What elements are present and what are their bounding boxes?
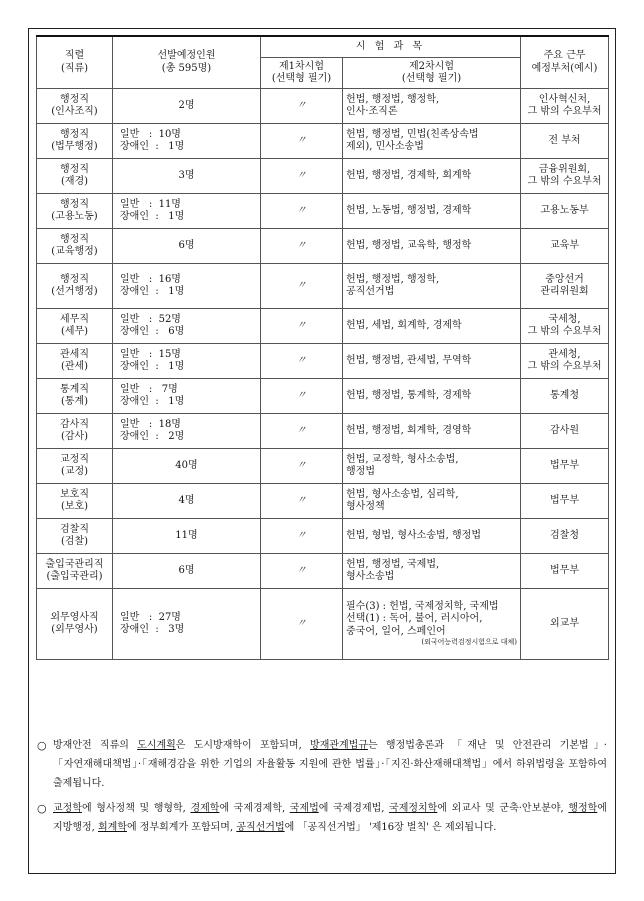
cell-exam1-same-mark: 〃 — [261, 264, 343, 309]
cell-dept: 중앙선거 관리위원회 — [521, 264, 609, 309]
note-text — [53, 799, 607, 837]
cell-title: 교정직 (교정) — [37, 449, 113, 484]
cell-title: 보호직 (보호) — [37, 484, 113, 519]
cell-title: 외무영사직 (외무영사) — [37, 589, 113, 660]
cell-title: 행정직 (재경) — [37, 159, 113, 194]
header-exam2: 제2차시험 (선택형 필기) — [343, 58, 521, 89]
cell-title: 행정직 (법무행정) — [37, 124, 113, 159]
table-row — [37, 159, 609, 194]
cell-exam1-same-mark: 〃 — [261, 229, 343, 264]
bullet-circle-icon: ○ — [37, 739, 47, 752]
cell-exam2-subjects: 헌법, 행정법, 교육학, 행정학 — [343, 229, 521, 264]
cell-exam2-subjects: 필수(3) : 헌법, 국제정치학, 국제법 선택(1) : 독어, 불어, 러시아어, 중국어, 일어, 스페인어 (외국어능력검정시험으로 대체) — [343, 589, 521, 660]
cell-dept: 인사혁신처, 그 밖의 수요부처 — [521, 89, 609, 124]
note-text-part: 방재안전 직류의 — [53, 740, 138, 751]
underlined-term: 방재관계법규 — [310, 740, 368, 751]
note-text-part: 에 국제경제법, — [318, 803, 390, 814]
cell-quota: 4명 — [113, 484, 261, 519]
cell-title: 검찰직 (검찰) — [37, 519, 113, 554]
table-row — [37, 309, 609, 344]
cell-exam1-same-mark: 〃 — [261, 519, 343, 554]
cell-exam1-same-mark: 〃 — [261, 89, 343, 124]
cell-exam1-same-mark: 〃 — [261, 554, 343, 589]
cell-exam1-same-mark: 〃 — [261, 414, 343, 449]
cell-exam2-subjects: 헌법, 교정학, 형사소송법, 행정법 — [343, 449, 521, 484]
cell-title: 행정직 (인사조직) — [37, 89, 113, 124]
cell-exam2-subjects: 헌법, 세법, 회계학, 경제학 — [343, 309, 521, 344]
cell-title: 행정직 (선거행정) — [37, 264, 113, 309]
cell-title: 행정직 (교육행정) — [37, 229, 113, 264]
note-text-part: 은 도시방재학이 포함되며, — [175, 740, 311, 751]
cell-exam2-subjects: 헌법, 행정법, 행정학, 공직선거법 — [343, 264, 521, 309]
underlined-term: 국제정치학 — [389, 803, 438, 814]
table-row — [37, 414, 609, 449]
table-row — [37, 484, 609, 519]
cell-exam2-subjects: 헌법, 행정법, 국제법, 형사소송법 — [343, 554, 521, 589]
cell-exam2-subjects: 헌법, 행정법, 경제학, 회계학 — [343, 159, 521, 194]
table-row — [37, 124, 609, 159]
notes-section — [37, 736, 607, 843]
underlined-term: 행정학 — [568, 803, 598, 814]
note-text-part: 에 국제경제학, — [219, 803, 290, 814]
cell-quota: 일반 : 52명 장애인 : 6명 — [113, 309, 261, 344]
cell-exam1-same-mark: 〃 — [261, 589, 343, 660]
table-row — [37, 449, 609, 484]
underlined-term: 공직선거법 — [236, 822, 285, 833]
cell-dept: 법무부 — [521, 449, 609, 484]
cell-quota: 일반 : 27명 장애인 : 3명 — [113, 589, 261, 660]
cell-title: 감사직 (감사) — [37, 414, 113, 449]
cell-title: 세무직 (세무) — [37, 309, 113, 344]
cell-title: 관세직 (관세) — [37, 344, 113, 379]
cell-quota: 일반 : 16명 장애인 : 1명 — [113, 264, 261, 309]
cell-exam2-subjects: 헌법, 행정법, 행정학, 인사·조직론 — [343, 89, 521, 124]
underlined-term: 국제법 — [289, 803, 319, 814]
cell-dept: 고용노동부 — [521, 194, 609, 229]
table-row — [37, 519, 609, 554]
table-row — [37, 229, 609, 264]
header-exam-subjects: 시 험 과 목 — [261, 36, 521, 58]
cell-exam2-subjects: 헌법, 행정법, 민법(친족상속법 제외), 민사소송법 — [343, 124, 521, 159]
table-row — [37, 89, 609, 124]
cell-dept: 관세청, 그 밖의 수요부처 — [521, 344, 609, 379]
table-row — [37, 194, 609, 229]
header-title: 직렬 (직류) — [37, 36, 113, 89]
cell-quota: 일반 : 15명 장애인 : 1명 — [113, 344, 261, 379]
cell-quota: 일반 : 7명 장애인 : 1명 — [113, 379, 261, 414]
underlined-term: 교정학 — [53, 803, 82, 814]
cell-quota: 6명 — [113, 554, 261, 589]
cell-exam1-same-mark: 〃 — [261, 124, 343, 159]
cell-exam1-same-mark: 〃 — [261, 344, 343, 379]
cell-title: 통계직 (통계) — [37, 379, 113, 414]
cell-dept: 통계청 — [521, 379, 609, 414]
table-row — [37, 264, 609, 309]
note-text-part: 는 행정법총론과 「재난 및 안전관리 기본법」·「자연재해대책법」·「재해경감을 위한 기업의 자율활동 지원에 관한 법률」·「지진·화산재해대책법」에서 하위법령을 포함하여 출제됩니다. — [53, 740, 607, 789]
cell-exam2-subjects: 헌법, 형법, 형사소송법, 행정법 — [343, 519, 521, 554]
cell-dept: 금융위원회, 그 밖의 수요부처 — [521, 159, 609, 194]
note-text-part: 에 정부회계가 포함되며, — [126, 822, 237, 833]
exam-table — [36, 35, 609, 660]
header-exam1: 제1차시험 (선택형 필기) — [261, 58, 343, 89]
header-dept: 주요 근무 예정부처(예시) — [521, 36, 609, 89]
table-row — [37, 589, 609, 660]
cell-exam1-same-mark: 〃 — [261, 309, 343, 344]
cell-title: 출입국관리직 (출입국관리) — [37, 554, 113, 589]
cell-quota: 일반 : 18명 장애인 : 2명 — [113, 414, 261, 449]
cell-quota: 40명 — [113, 449, 261, 484]
cell-exam2-subjects: 헌법, 형사소송법, 심리학, 형사정책 — [343, 484, 521, 519]
note-text-part: 에 「공직선거법」 '제16장 벌칙' 은 제외됩니다. — [284, 822, 497, 833]
note-text — [53, 736, 607, 793]
subjects-note: (외국어능력검정시험으로 대체) — [421, 638, 517, 647]
table-row — [37, 344, 609, 379]
cell-quota: 6명 — [113, 229, 261, 264]
header-quota: 선발예정인원 (총 595명) — [113, 36, 261, 89]
note-text-part: 에 형사정책 및 행형학, — [81, 803, 191, 814]
cell-exam1-same-mark: 〃 — [261, 194, 343, 229]
cell-dept: 법무부 — [521, 554, 609, 589]
cell-dept: 교육부 — [521, 229, 609, 264]
cell-quota: 3명 — [113, 159, 261, 194]
cell-dept: 검찰청 — [521, 519, 609, 554]
cell-exam2-subjects: 헌법, 행정법, 회계학, 경영학 — [343, 414, 521, 449]
underlined-term: 회계학 — [98, 822, 127, 833]
underlined-term: 경제학 — [190, 803, 220, 814]
cell-dept: 외교부 — [521, 589, 609, 660]
table-row — [37, 379, 609, 414]
exam-table-body — [37, 89, 609, 660]
note-item — [37, 736, 607, 793]
note-text-part: 에 지방행정, — [53, 803, 607, 833]
cell-quota: 2명 — [113, 89, 261, 124]
underlined-term: 도시계획 — [137, 740, 176, 751]
cell-exam1-same-mark: 〃 — [261, 449, 343, 484]
cell-exam2-subjects: 헌법, 행정법, 관세법, 무역학 — [343, 344, 521, 379]
document-frame — [28, 28, 616, 874]
table-row — [37, 554, 609, 589]
cell-title: 행정직 (고용노동) — [37, 194, 113, 229]
cell-dept: 전 부처 — [521, 124, 609, 159]
cell-exam2-subjects: 헌법, 행정법, 통계학, 경제학 — [343, 379, 521, 414]
cell-dept: 국세청, 그 밖의 수요부처 — [521, 309, 609, 344]
cell-exam2-subjects: 헌법, 노동법, 행정법, 경제학 — [343, 194, 521, 229]
cell-quota: 일반 : 10명 장애인 : 1명 — [113, 124, 261, 159]
note-text-part: 에 외교사 및 군축·안보분야, — [437, 803, 569, 814]
bullet-circle-icon: ○ — [37, 802, 47, 815]
cell-dept: 감사원 — [521, 414, 609, 449]
cell-exam1-same-mark: 〃 — [261, 484, 343, 519]
cell-exam1-same-mark: 〃 — [261, 159, 343, 194]
cell-exam1-same-mark: 〃 — [261, 379, 343, 414]
cell-dept: 법무부 — [521, 484, 609, 519]
cell-quota: 일반 : 11명 장애인 : 1명 — [113, 194, 261, 229]
note-item — [37, 799, 607, 837]
cell-quota: 11명 — [113, 519, 261, 554]
